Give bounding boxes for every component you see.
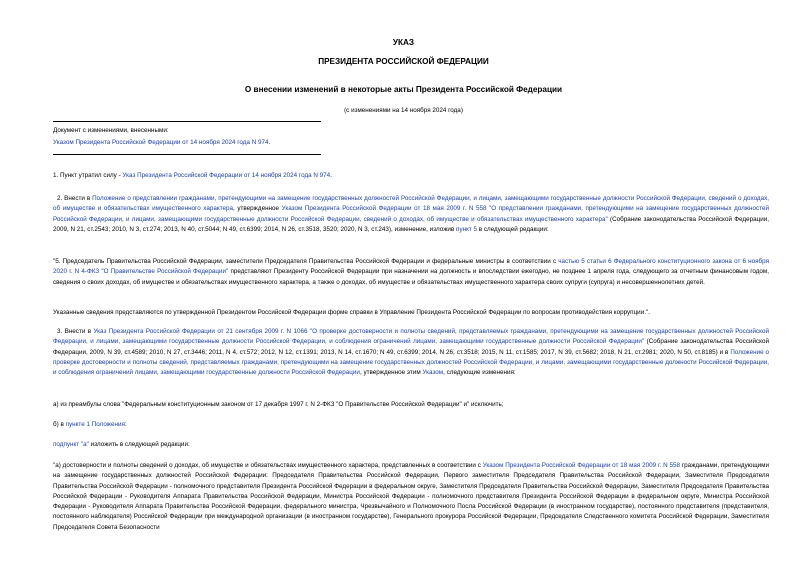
paragraph-2-text-c: (Собрание законодательства Российской Федерации, 2009, N 21, ст.2543; 2010, N 3, ст.274; 2013, N 40, ст.5044; N 49, ст.6399; 2014, N 26, ст.3518, 3520; 2020, N 3, ст.243), изменение, изложив: [53, 215, 769, 233]
clause-5-link[interactable]: пункт 5: [456, 225, 478, 233]
decree-558-link[interactable]: Указом Президента Российской Федерации от 18 мая 2009 г. N 558 "О представлении гражданами, претендующими на замещение государственных должностей Российской Федерации, и лицами, замещающими государственные должности Российской Федерации, сведений о доходах, об имуществе и обязательствах имущественного характера": [53, 205, 769, 223]
paragraph-5-text-a: 3. Внести в: [57, 328, 94, 335]
paragraph-5: [53, 327, 769, 378]
amendment-note: [53, 121, 321, 155]
paragraph-1-text: 1. Пункт утратил силу -: [53, 172, 123, 179]
document-title: О внесении изменений в некоторые акты Президента Российской Федерации: [244, 85, 563, 94]
amendment-note-link[interactable]: Указом Президента Российской Федерации от 14 ноября 2024 года N 974.: [53, 139, 271, 146]
decree-link[interactable]: Указом: [422, 369, 444, 377]
paragraph-5-text-c: , утвержденное этим: [359, 369, 423, 377]
paragraph-2: [53, 194, 769, 235]
paragraph-9-text-a: "а) достоверности и полноты сведений о доходах, об имуществе и обязательствах имущественного характера, представленных в соответствии с: [53, 462, 483, 469]
subclause-a-link[interactable]: подпункт "а": [53, 441, 89, 448]
document-type: УКАЗ: [392, 38, 415, 47]
paragraph-5-text-b: (Собрание законодательства Российской Федерации, 2009, N 39, ст.4589; 2010, N 27, ст.3446; 2011, N 4, ст.572; 2012, N 12, ст.1391; 2013, N 14, ст.1670; N 49, ст.6399; 2014, N 26, ст.3518; 2015, N 11, ст.1585; 2017, N 39, ст.5682; 2018, N 21, ст.2981; 2020, N 50, ст.8185) и в: [53, 338, 769, 356]
fkz-link[interactable]: частью 5 статьи 6 Федерального конституционного закона от 6 ноября 2020 г. N 4-ФКЗ "О Правительстве Российской Федерации": [53, 258, 769, 276]
document-issuer: ПРЕЗИДЕНТА РОССИЙСКОЙ ФЕДЕРАЦИИ: [318, 57, 489, 66]
decree-1066-link[interactable]: Указ Президента Российской Федерации от 21 сентября 2009 г. N 1066 "О проверке достоверности и полноты сведений, представляемых гражданами, претендующими на замещение государственных должностей Российской Федерации, и лицами, замещающими государственные должности Российской Федерации, и соблюдения ограничений лицами, замещающими государственные должности Российской Федерации": [53, 328, 770, 346]
paragraph-4: Указанные сведения представляются по утвержденной Президентом Российской Федерации форме справки в Управление Президента Российской Федерации по вопросам противодействия коррупции.".: [53, 309, 650, 316]
paragraph-2-text-a: 2. Внести в: [57, 195, 93, 202]
paragraph-9: [53, 461, 769, 533]
amendment-note-label: Документ с изменениями, внесенными:: [53, 127, 169, 134]
paragraph-3-text-b: представляют Президенту Российской Федерации при назначении на должность и впоследствии ежегодно, не позднее 1 апреля года, следующего за отчетным финансовым годом, сведения о своих доходах, об имуществе и обязательствах имущественного характера, а также о доходах, об имуществе и обязательствах имущественного характера своих супруги (супруга) и несовершеннолетних детей.: [53, 268, 769, 286]
paragraph-2-text-b: , утвержденное: [233, 205, 282, 213]
paragraph-5-text-d: , следующие изменения:: [443, 369, 516, 377]
paragraph-7-end: :: [124, 421, 127, 428]
paragraph-7-text: б) в: [53, 421, 66, 428]
paragraph-1-end: .: [330, 172, 332, 179]
paragraph-8: [53, 440, 769, 450]
paragraph-2-text-d: в следующей редакции:: [477, 225, 549, 233]
paragraph-1-link[interactable]: Указ Президента Российской Федерации от 14 ноября 2024 года N 974: [122, 172, 331, 179]
verification-regulation-link[interactable]: Положение о проверке достоверности и полноты сведений, представляемых гражданами, претендующими на замещение государственных должностей Российской Федерации, и лицами, замещающими государственные должности Российской Федерации, и соблюдения ограничений лицами, замещающими государственные должности Российской Федерации: [53, 348, 770, 377]
paragraph-3-text-a: "5. Председатель Правительства Российской Федерации, заместители Председателя Правительства Российской Федерации и федеральные министры в соответствии с: [53, 258, 559, 265]
paragraph-3: [53, 257, 769, 288]
revision-note: (с изменениями на 14 ноября 2024 года): [344, 107, 463, 114]
regulation-link[interactable]: Положение о представлении гражданами, претендующими на замещение государственных должностей Российской Федерации, и лицами, замещающими государственные должности Российской Федерации, сведений о доходах, об имуществе и обязательствах имущественного характера: [53, 195, 770, 213]
paragraph-9-text-b: гражданами, претендующими на замещение государственных должностей Российской Федерации: Председателя Правительства Российской Федерации, Первого заместителя Председателя Правительства Российской Федерации, Заместителя Председателя Правительства Российской Федерации - полномочного представителя Президента Российской Федерации в федеральном округе, Заместителя Председателя Правительства Российской Федерации, Заместителя Председателя Правительства Российской Федерации - Руководителя Аппарата Правительства Российской Федерации, Министра Российской Федерации - полномочного представителя Президента Российской Федерации в федеральном округе, Министра Российской Федерации - Руководителя Аппарата Правительства Российской Федерации, федерального министра, Чрезвычайного и Полномочного Посла Российской Федерации (в иностранном государстве), постоянного представителя (представителя, постоянного наблюдателя) Российской Федерации при международной организации (в иностранном государстве), Генерального прокурора Российской Федерации, Председателя Следственного комитета Российской Федерации, Заместителя Председателя Совета Безопасности: [53, 462, 769, 531]
paragraph-6: а) из преамбулы слова "Федеральным конституционным законом от 17 декабря 1997 г. N 2-ФКЗ "О Правительстве Российской Федерации" и" исключить;: [53, 401, 504, 408]
decree-558-link-2[interactable]: Указом Президента Российской Федерации от 18 мая 2009 г. N 558: [482, 462, 680, 469]
paragraph-7: [53, 420, 769, 430]
paragraph-8-text: изложить в следующей редакции:: [88, 441, 190, 448]
paragraph-1: [53, 171, 769, 181]
clause-1-link[interactable]: пункте 1 Положения: [65, 421, 125, 428]
